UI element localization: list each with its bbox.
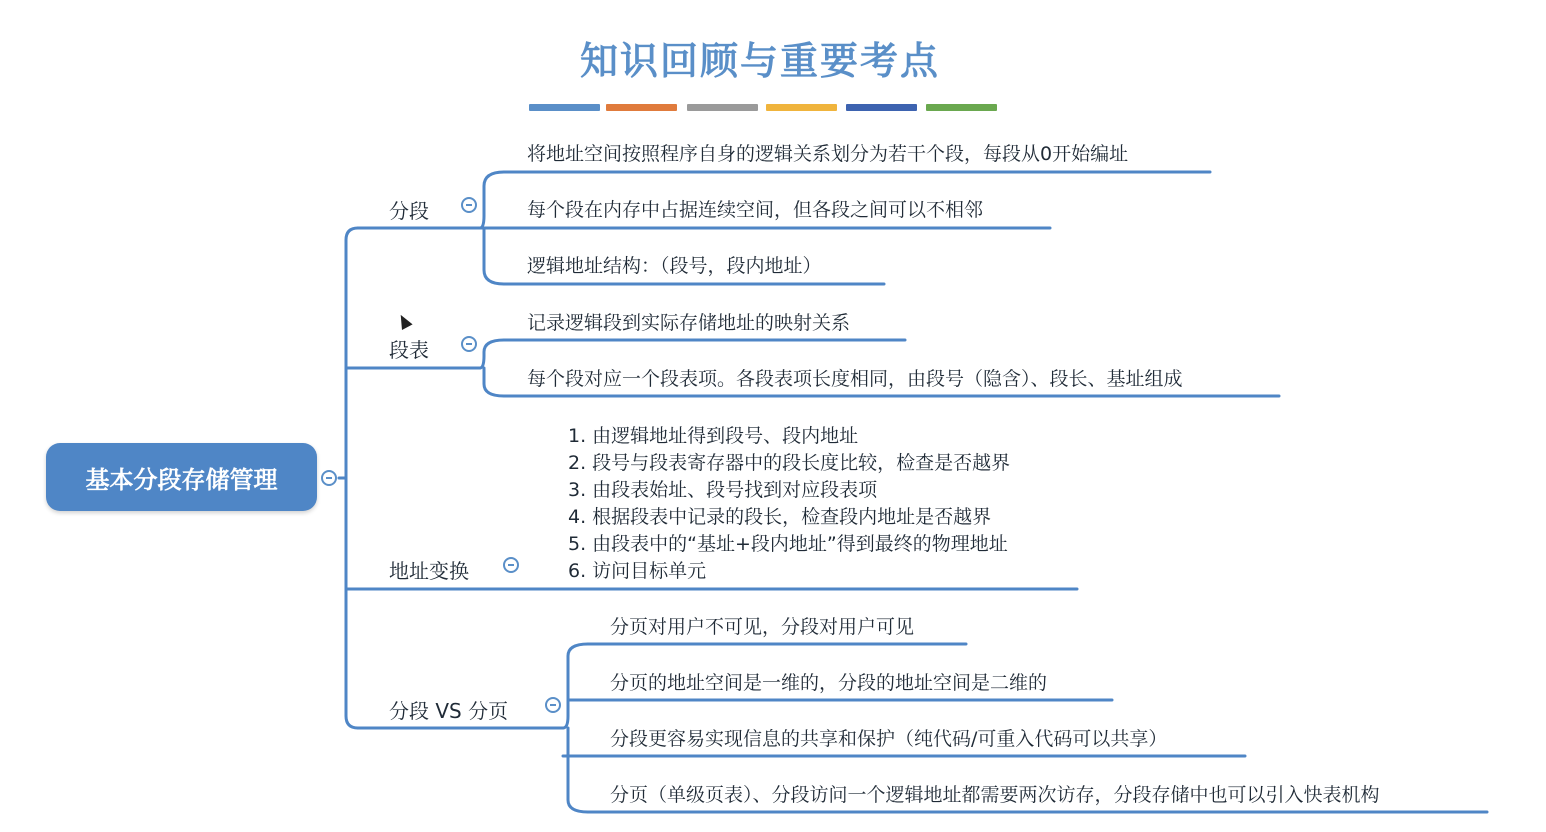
section-table-fan-connector — [480, 340, 504, 368]
segment-item-2[interactable]: 每个段在内存中占据连续空间，但各段之间可以不相邻 — [527, 199, 984, 221]
segment-item-3[interactable]: 逻辑地址结构：（段号，段内地址） — [527, 255, 822, 277]
segment-item-1[interactable]: 将地址空间按照程序自身的逻辑关系划分为若干个段，每段从0开始编址 — [527, 143, 1129, 165]
vs-item-4[interactable]: 分页（单级页表）、分段访问一个逻辑地址都需要两次访存，分段存储中也可以引入快表机构 — [610, 784, 1380, 806]
color-swatch-blue — [529, 104, 600, 111]
address-translation-step-4: 4. 根据段表中记录的段长，检查段内地址是否越界 — [568, 506, 992, 528]
branch-segment-collapse-button[interactable] — [461, 197, 477, 213]
section-table-item-1[interactable]: 记录逻辑段到实际存储地址的映射关系 — [527, 312, 851, 334]
address-translation-step-3: 3. 由段表始址、段号找到对应段表项 — [568, 479, 878, 501]
branch-segment-vs-page-label[interactable]: 分段 VS 分页 — [389, 699, 509, 723]
root-collapse-button[interactable] — [321, 470, 337, 486]
root-node-label: 基本分段存储管理 — [85, 465, 278, 494]
page-title: 知识回顾与重要考点 — [579, 38, 940, 83]
segment-fan-connector-lower — [484, 228, 504, 284]
vs-item-2[interactable]: 分页的地址空间是一维的，分段的地址空间是二维的 — [610, 672, 1048, 694]
root-node[interactable] — [46, 443, 317, 511]
color-swatch-gray — [687, 104, 758, 111]
vs-item-1[interactable]: 分页对用户不可见，分段对用户可见 — [610, 616, 915, 638]
address-translation-step-2: 2. 段号与段表寄存器中的段长度比较，检查是否越界 — [568, 452, 1011, 474]
branch-address-translation-label[interactable]: 地址变换 — [389, 559, 469, 583]
section-table-item-2[interactable]: 每个段对应一个段表项。各段表项长度相同，由段号（隐含）、段长、基址组成 — [527, 368, 1183, 390]
color-swatch-yellow — [766, 104, 837, 111]
color-swatch-green — [926, 104, 997, 111]
root-vertical-connector — [346, 228, 358, 728]
color-swatch-orange — [606, 104, 677, 111]
branch-section-table-label[interactable]: 段表 — [389, 338, 429, 362]
address-translation-step-1: 1. 由逻辑地址得到段号、段内地址 — [568, 425, 859, 447]
address-translation-step-5: 5. 由段表中的“基址+段内地址”得到最终的物理地址 — [568, 533, 1008, 555]
branch-address-translation-collapse-button[interactable] — [503, 557, 519, 573]
segment-fan-connector — [480, 172, 504, 228]
branch-section-table-collapse-button[interactable] — [461, 336, 477, 352]
vs-item-3[interactable]: 分段更容易实现信息的共享和保护（纯代码/可重入代码可以共享） — [610, 728, 1168, 750]
branch-segment-vs-page-collapse-button[interactable] — [545, 697, 561, 713]
branch-segment-label[interactable]: 分段 — [389, 199, 429, 223]
address-translation-step-6: 6. 访问目标单元 — [568, 560, 707, 582]
vs-fan-connector-bottom — [568, 728, 588, 812]
section-table-fan-connector-lower — [484, 368, 504, 396]
vs-fan-connector-top — [563, 644, 588, 728]
color-swatch-darkblue — [846, 104, 917, 111]
